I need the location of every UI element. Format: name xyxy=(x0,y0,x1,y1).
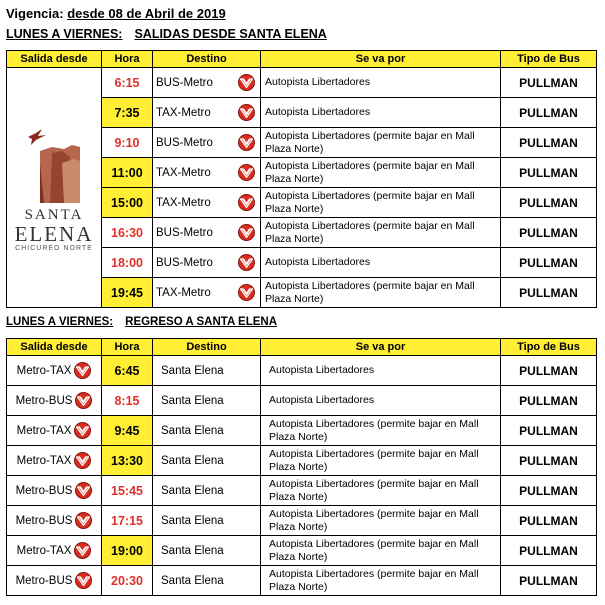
metro-logo-icon xyxy=(238,164,255,181)
hora-cell: 9:10 xyxy=(102,128,153,158)
salida-cell xyxy=(7,356,102,386)
metro-logo-icon xyxy=(238,194,255,211)
bus-type-cell: PULLMAN xyxy=(501,356,597,386)
via-cell: Autopista Libertadores xyxy=(261,356,501,386)
destino-text: TAX-Metro xyxy=(156,196,211,209)
via-cell: Autopista Libertadores (permite bajar en Mall Plaza Norte) xyxy=(261,476,501,506)
via-cell: Autopista Libertadores (permite bajar en Mall Plaza Norte) xyxy=(261,278,501,308)
regreso-header-row xyxy=(7,339,597,356)
destino-cell xyxy=(153,248,261,278)
via-cell: Autopista Libertadores xyxy=(261,386,501,416)
salida-cell xyxy=(7,506,102,536)
destino-cell xyxy=(153,188,261,218)
metro-logo-icon xyxy=(75,482,92,499)
bus-type-cell: PULLMAN xyxy=(501,128,597,158)
metro-logo-icon xyxy=(238,254,255,271)
header-hora: Hora xyxy=(102,339,153,356)
section1-title xyxy=(6,27,327,41)
destino-text: TAX-Metro xyxy=(156,166,211,179)
via-cell: Autopista Libertadores (permite bajar en Mall Plaza Norte) xyxy=(261,158,501,188)
via-cell: Autopista Libertadores (permite bajar en Mall Plaza Norte) xyxy=(261,218,501,248)
header-hora: Hora xyxy=(102,51,153,68)
destino-cell: Santa Elena xyxy=(153,506,261,536)
hora-cell: 11:00 xyxy=(102,158,153,188)
bus-type-cell: PULLMAN xyxy=(501,476,597,506)
metro-logo-icon xyxy=(238,134,255,151)
hora-cell: 6:45 xyxy=(102,356,153,386)
via-cell: Autopista Libertadores (permite bajar en Mall Plaza Norte) xyxy=(261,536,501,566)
hora-cell: 19:45 xyxy=(102,278,153,308)
via-cell: Autopista Libertadores xyxy=(261,98,501,128)
table-row xyxy=(7,68,597,98)
destino-cell: Santa Elena xyxy=(153,446,261,476)
table-row xyxy=(7,446,597,476)
santa-elena-logo xyxy=(7,68,102,308)
destino-cell xyxy=(153,278,261,308)
destino-text: BUS-Metro xyxy=(156,76,213,89)
via-cell: Autopista Libertadores (permite bajar en Mall Plaza Norte) xyxy=(261,506,501,536)
bus-type-cell: PULLMAN xyxy=(501,188,597,218)
hora-cell: 18:00 xyxy=(102,248,153,278)
salida-text: Metro-BUS xyxy=(15,574,73,587)
bus-type-cell: PULLMAN xyxy=(501,218,597,248)
metro-logo-icon xyxy=(75,512,92,529)
bus-type-cell: PULLMAN xyxy=(501,158,597,188)
section1-title-days: LUNES A VIERNES: xyxy=(6,27,123,41)
hora-cell: 19:00 xyxy=(102,536,153,566)
hora-cell: 7:35 xyxy=(102,98,153,128)
salida-cell xyxy=(7,386,102,416)
logo-text-elena: ELENA xyxy=(14,222,94,246)
hora-cell: 17:15 xyxy=(102,506,153,536)
destino-cell: Santa Elena xyxy=(153,566,261,596)
table-row xyxy=(7,416,597,446)
via-cell: Autopista Libertadores (permite bajar en Mall Plaza Norte) xyxy=(261,566,501,596)
salida-text: Metro-BUS xyxy=(15,394,73,407)
metro-logo-icon xyxy=(74,452,91,469)
destino-text: BUS-Metro xyxy=(156,226,213,239)
via-cell: Autopista Libertadores xyxy=(261,248,501,278)
table-row xyxy=(7,506,597,536)
header-destino: Destino xyxy=(153,51,261,68)
bus-type-cell: PULLMAN xyxy=(501,416,597,446)
salida-cell xyxy=(7,476,102,506)
salida-cell xyxy=(7,566,102,596)
header-via: Se va por xyxy=(261,339,501,356)
salida-text: Metro-TAX xyxy=(16,364,72,377)
bus-type-cell: PULLMAN xyxy=(501,98,597,128)
bus-type-cell: PULLMAN xyxy=(501,536,597,566)
vigencia-value: desde 08 de Abril de 2019 xyxy=(67,6,226,21)
header-destino: Destino xyxy=(153,339,261,356)
section2-title xyxy=(6,316,277,328)
salida-text: Metro-TAX xyxy=(16,424,72,437)
bus-type-cell: PULLMAN xyxy=(501,566,597,596)
destino-cell xyxy=(153,128,261,158)
header-bus: Tipo de Bus xyxy=(501,339,597,356)
destino-cell: Santa Elena xyxy=(153,356,261,386)
hora-cell: 15:45 xyxy=(102,476,153,506)
section2-title-days: LUNES A VIERNES: xyxy=(6,316,114,328)
destino-cell: Santa Elena xyxy=(153,476,261,506)
destino-cell xyxy=(153,98,261,128)
metro-logo-icon xyxy=(74,362,91,379)
bus-type-cell: PULLMAN xyxy=(501,506,597,536)
salida-cell xyxy=(7,416,102,446)
via-cell: Autopista Libertadores (permite bajar en Mall Plaza Norte) xyxy=(261,416,501,446)
via-cell: Autopista Libertadores (permite bajar en Mall Plaza Norte) xyxy=(261,446,501,476)
logo-text-santa: SANTA xyxy=(24,207,84,223)
hora-cell: 8:15 xyxy=(102,386,153,416)
metro-logo-icon xyxy=(238,224,255,241)
destino-text: BUS-Metro xyxy=(156,136,213,149)
metro-logo-icon xyxy=(75,392,92,409)
condor-icon xyxy=(22,123,86,205)
header-bus: Tipo de Bus xyxy=(501,51,597,68)
salida-text: Metro-BUS xyxy=(15,514,73,527)
vigencia xyxy=(6,6,226,21)
regreso-table xyxy=(6,338,597,596)
destino-cell: Santa Elena xyxy=(153,416,261,446)
metro-logo-icon xyxy=(74,422,91,439)
bus-type-cell: PULLMAN xyxy=(501,68,597,98)
salida-text: Metro-TAX xyxy=(16,454,72,467)
salida-text: Metro-BUS xyxy=(15,484,73,497)
bus-type-cell: PULLMAN xyxy=(501,446,597,476)
vigencia-label: Vigencia: xyxy=(6,6,64,21)
destino-text: BUS-Metro xyxy=(156,256,213,269)
header-salida: Salida desde xyxy=(7,51,102,68)
header-salida: Salida desde xyxy=(7,339,102,356)
hora-cell: 20:30 xyxy=(102,566,153,596)
section2-title-desc: REGRESO A SANTA ELENA xyxy=(125,316,277,328)
salida-cell xyxy=(7,536,102,566)
table-row xyxy=(7,566,597,596)
hora-cell: 13:30 xyxy=(102,446,153,476)
table-row xyxy=(7,536,597,566)
metro-logo-icon xyxy=(238,74,255,91)
destino-cell xyxy=(153,68,261,98)
hora-cell: 6:15 xyxy=(102,68,153,98)
destino-text: TAX-Metro xyxy=(156,286,211,299)
via-cell: Autopista Libertadores (permite bajar en Mall Plaza Norte) xyxy=(261,188,501,218)
destino-text: TAX-Metro xyxy=(156,106,211,119)
destino-cell xyxy=(153,158,261,188)
bus-type-cell: PULLMAN xyxy=(501,386,597,416)
hora-cell: 15:00 xyxy=(102,188,153,218)
bus-type-cell: PULLMAN xyxy=(501,248,597,278)
section1-title-desc: SALIDAS DESDE SANTA ELENA xyxy=(134,27,327,41)
via-cell: Autopista Libertadores (permite bajar en Mall Plaza Norte) xyxy=(261,128,501,158)
salidas-table xyxy=(6,50,597,308)
salida-cell xyxy=(7,446,102,476)
bus-type-cell: PULLMAN xyxy=(501,278,597,308)
table-row xyxy=(7,356,597,386)
destino-cell: Santa Elena xyxy=(153,386,261,416)
salida-text: Metro-TAX xyxy=(16,544,72,557)
destino-cell xyxy=(153,218,261,248)
metro-logo-icon xyxy=(238,104,255,121)
hora-cell: 9:45 xyxy=(102,416,153,446)
header-via: Se va por xyxy=(261,51,501,68)
hora-cell: 16:30 xyxy=(102,218,153,248)
metro-logo-icon xyxy=(238,284,255,301)
via-cell: Autopista Libertadores xyxy=(261,68,501,98)
metro-logo-icon xyxy=(75,572,92,589)
salidas-header-row xyxy=(7,51,597,68)
logo-text-chicureo: CHICUREO NORTE xyxy=(15,245,93,252)
metro-logo-icon xyxy=(74,542,91,559)
table-row xyxy=(7,476,597,506)
table-row xyxy=(7,386,597,416)
destino-cell: Santa Elena xyxy=(153,536,261,566)
